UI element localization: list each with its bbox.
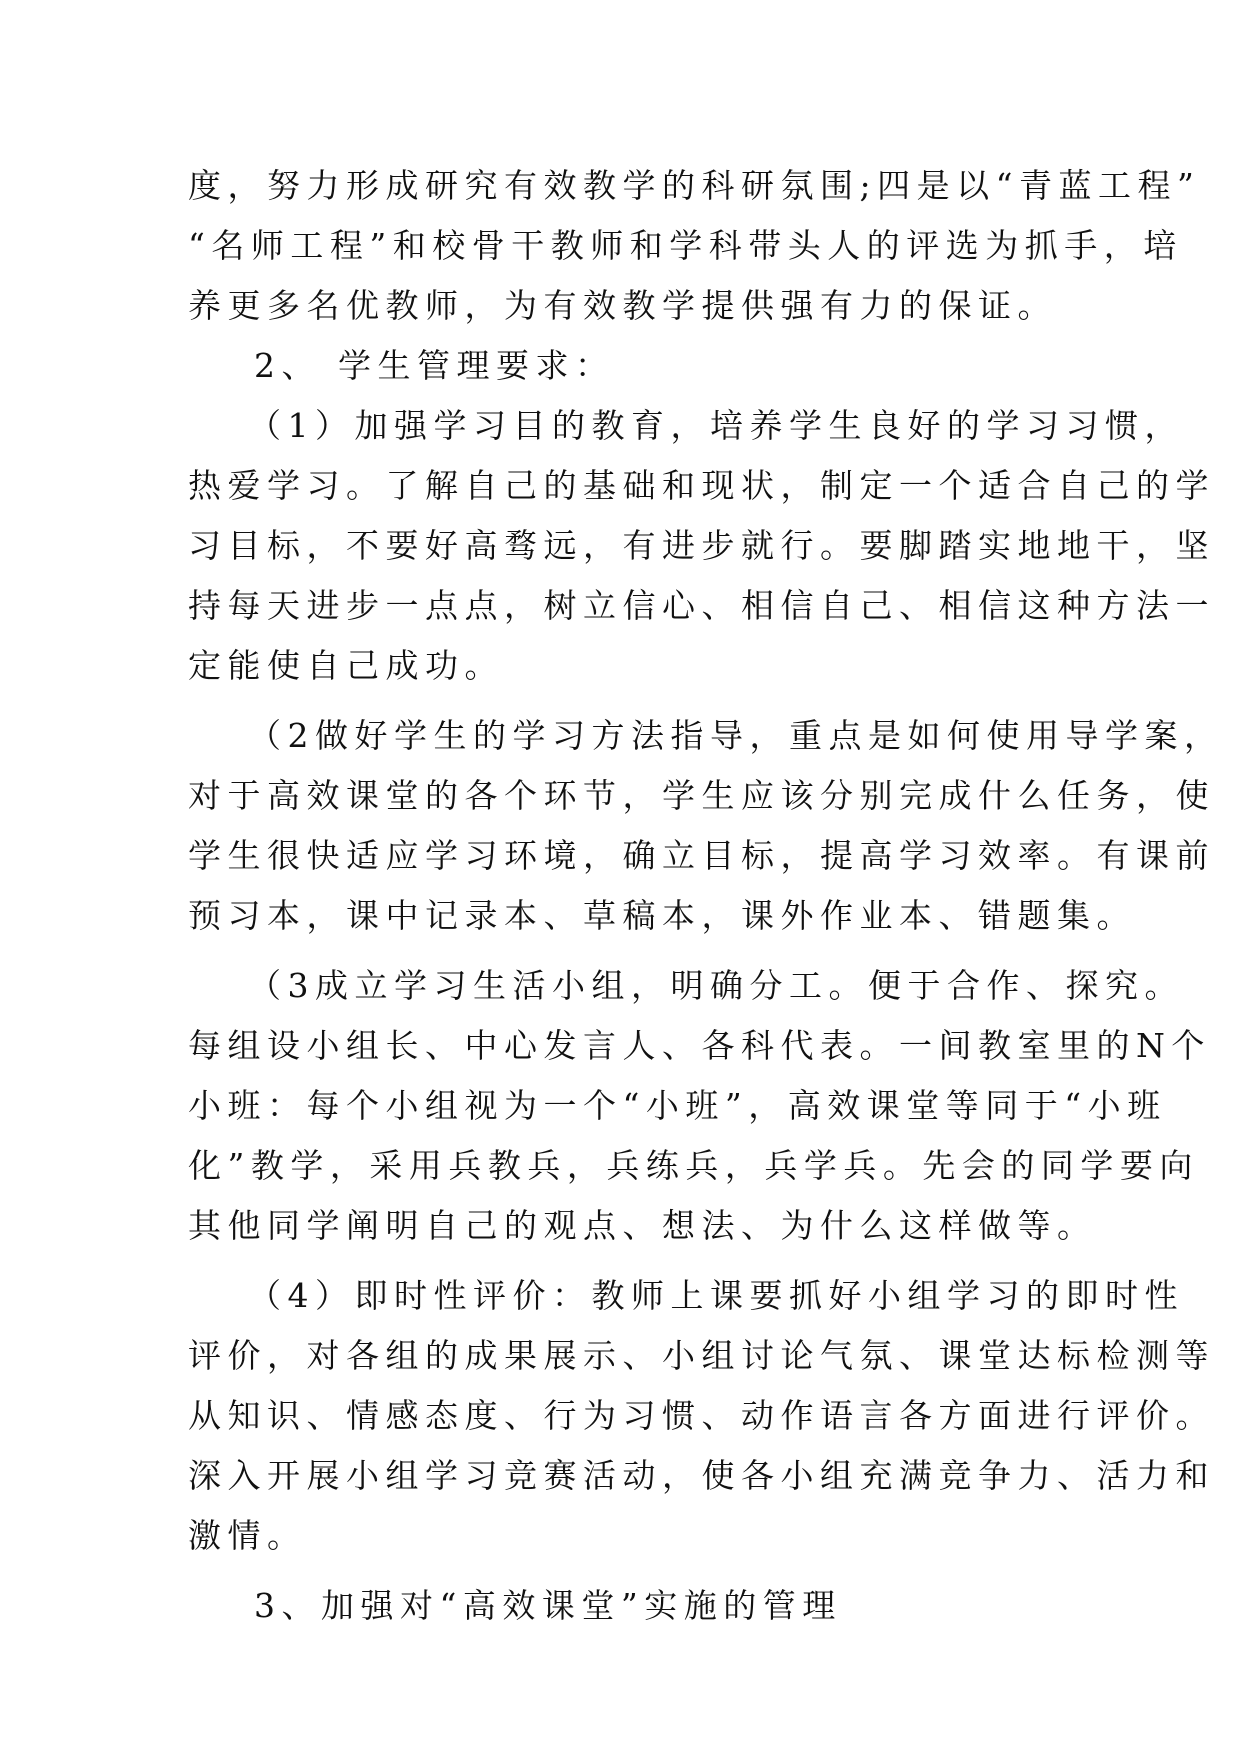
paragraph-line: 小班：每个小组视为一个“小班”，高效课堂等同于“小班 bbox=[188, 1086, 1167, 1125]
paragraph-line: 化”教学，采用兵教兵，兵练兵，兵学兵。先会的同学要向 bbox=[188, 1146, 1199, 1185]
paragraph-line: 热爱学习。了解自己的基础和现状，制定一个适合自己的学 bbox=[188, 466, 1215, 505]
paragraph-line: 学生很快适应学习环境，确立目标，提高学习效率。有课前 bbox=[188, 836, 1215, 875]
paragraph-line: 深入开展小组学习竞赛活动，使各小组充满竞争力、活力和 bbox=[188, 1456, 1215, 1495]
paragraph-line: 定能使自己成功。 bbox=[188, 646, 504, 685]
section-heading: 3、加强对“高效课堂”实施的管理 bbox=[254, 1586, 842, 1625]
section-heading: 2、 学生管理要求： bbox=[254, 346, 615, 385]
paragraph-line: 从知识、情感态度、行为习惯、动作语言各方面进行评价。 bbox=[188, 1396, 1215, 1435]
paragraph-line: 每组设小组长、中心发言人、各科代表。一间教室里的N个 bbox=[188, 1026, 1211, 1065]
paragraph-line: 激情。 bbox=[188, 1516, 307, 1555]
paragraph-line: （2做好学生的学习方法指导，重点是如何使用导学案， bbox=[248, 716, 1224, 755]
paragraph-line: 度，努力形成研究有效教学的科研氛围;四是以“青蓝工程” bbox=[188, 166, 1201, 205]
paragraph-line: 其他同学阐明自己的观点、想法、为什么这样做等。 bbox=[188, 1206, 1097, 1245]
paragraph-line: 习目标，不要好高骛远，有进步就行。要脚踏实地地干，坚 bbox=[188, 526, 1215, 565]
paragraph-line: “名师工程”和校骨干教师和学科带头人的评选为抓手，培 bbox=[188, 226, 1183, 265]
paragraph-line: （3成立学习生活小组，明确分工。便于合作、探究。 bbox=[248, 966, 1184, 1005]
paragraph-line: 对于高效课堂的各个环节，学生应该分别完成什么任务，使 bbox=[188, 776, 1215, 815]
paragraph-line: 持每天进步一点点，树立信心、相信自己、相信这种方法一 bbox=[188, 586, 1215, 625]
paragraph-line: （4）即时性评价：教师上课要抓好小组学习的即时性 bbox=[248, 1276, 1184, 1315]
paragraph-line: 预习本，课中记录本、草稿本，课外作业本、错题集。 bbox=[188, 896, 1136, 935]
paragraph-line: 评价，对各组的成果展示、小组讨论气氛、课堂达标检测等 bbox=[188, 1336, 1215, 1375]
paragraph-line: （1）加强学习目的教育，培养学生良好的学习习惯， bbox=[248, 406, 1184, 445]
paragraph-line: 养更多名优教师，为有效教学提供强有力的保证。 bbox=[188, 286, 1057, 325]
